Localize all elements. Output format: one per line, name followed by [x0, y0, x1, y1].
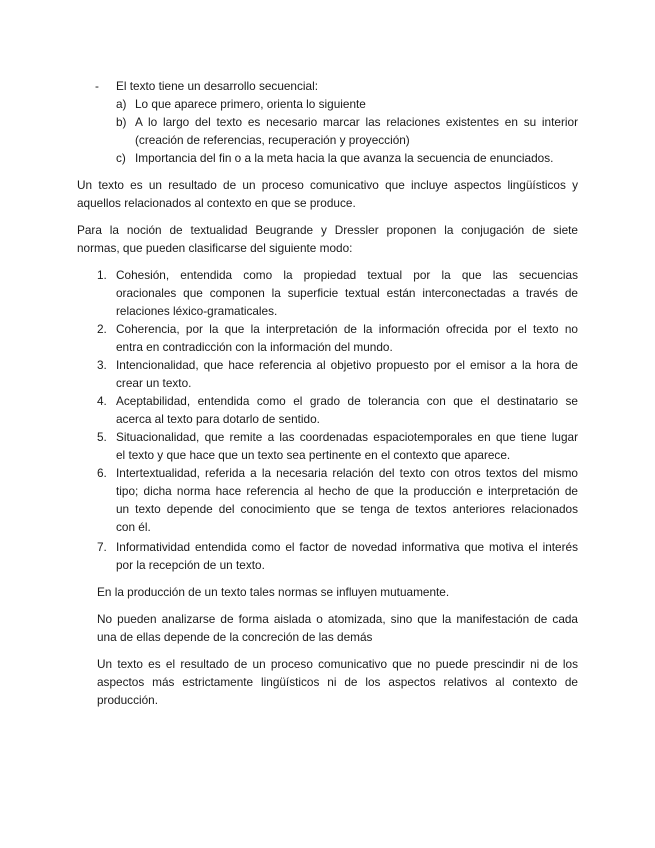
norm-3-line-1: Intencionalidad, que hace referencia al objetivo propuesto por el emisor a la hora de [116, 358, 578, 372]
item-marker-b: b) [116, 115, 127, 129]
item-b-line-2: (creación de referencias, recuperación y proyección) [135, 133, 410, 147]
item-marker-c: c) [116, 151, 126, 165]
norm-6-line-1: Intertextualidad, referida a la necesaria relación del texto con otros textos del mismo [116, 466, 578, 480]
item-marker-a: a) [116, 97, 127, 111]
norm-6-line-2: tipo; dicha norma hace referencia al hecho de que la producción e interpretación de [116, 484, 578, 498]
norm-5-line-1: Situacionalidad, que remite a las coordenadas espaciotemporales en que tiene lugar [116, 430, 578, 444]
norm-5-line-2: el texto y que hace que un texto sea pertinente en el contexto que aparece. [116, 448, 511, 462]
item-c-line-1: Importancia del fin o a la meta hacia la que avanza la secuencia de enunciados. [135, 151, 554, 165]
paragraph-line: Un texto es el resultado de un proceso comunicativo que no puede prescindir ni de los [97, 657, 578, 671]
dash-bullet: - [95, 79, 99, 93]
norm-4-line-1: Aceptabilidad, entendida como el grado de tolerancia con que el destinatario se [116, 394, 578, 408]
item-b-line-1: A lo largo del texto es necesario marcar las relaciones existentes en su interior [135, 115, 578, 129]
norm-number-5: 5. [97, 430, 107, 444]
norm-1-line-3: relaciones léxico-gramaticales. [116, 304, 278, 318]
sequential-intro: El texto tiene un desarrollo secuencial: [116, 79, 318, 93]
paragraph-line: Para la noción de textualidad Beugrande y Dressler proponen la conjugación de siete [77, 223, 578, 237]
norm-4-line-2: acerca al texto para dotarlo de sentido. [116, 412, 320, 426]
paragraph-line: aquellos relacionados al contexto en que se produce. [77, 196, 356, 210]
norm-6-line-4: con él. [116, 520, 151, 534]
norm-number-7: 7. [97, 540, 107, 554]
paragraph-line: No pueden analizarse de forma aislada o atomizada, sino que la manifestación de cada [97, 612, 578, 626]
norm-number-3: 3. [97, 358, 107, 372]
norm-number-4: 4. [97, 394, 107, 408]
norm-2-line-1: Coherencia, por la que la interpretación de la información ofrecida por el texto no [116, 322, 578, 336]
paragraph-line: Un texto es un resultado de un proceso comunicativo que incluye aspectos lingüísticos y [77, 178, 578, 192]
norm-1-line-2: oracionales que componen la superficie textual están interconectadas a través de [116, 286, 578, 300]
paragraph-line: producción. [97, 693, 158, 707]
norm-3-line-2: crear un texto. [116, 376, 192, 390]
item-a-line-1: Lo que aparece primero, orienta lo siguiente [135, 97, 366, 111]
norm-1-line-1: Cohesión, entendida como la propiedad textual por la que las secuencias [116, 268, 578, 282]
norm-number-1: 1. [97, 268, 107, 282]
paragraph-line: una de ellas depende de la concreción de las demás [97, 630, 373, 644]
norm-7-line-2: por la recepción de un texto. [116, 558, 265, 572]
paragraph-line: normas, que pueden clasificarse del siguiente modo: [77, 241, 353, 255]
paragraph-line: aspectos más estrictamente lingüísticos ni de los aspectos relativos al contexto de [97, 675, 578, 689]
norm-2-line-2: entra en contradicción con la información del mundo. [116, 340, 393, 354]
norm-7-line-1: Informatividad entendida como el factor de novedad informativa que motiva el interés [116, 540, 578, 554]
norm-number-2: 2. [97, 322, 107, 336]
norm-6-line-3: un texto depende del conocimiento que se tenga de textos anteriores relacionados [116, 502, 578, 516]
norm-number-6: 6. [97, 466, 107, 480]
paragraph-line: En la producción de un texto tales normas se influyen mutuamente. [97, 585, 450, 599]
